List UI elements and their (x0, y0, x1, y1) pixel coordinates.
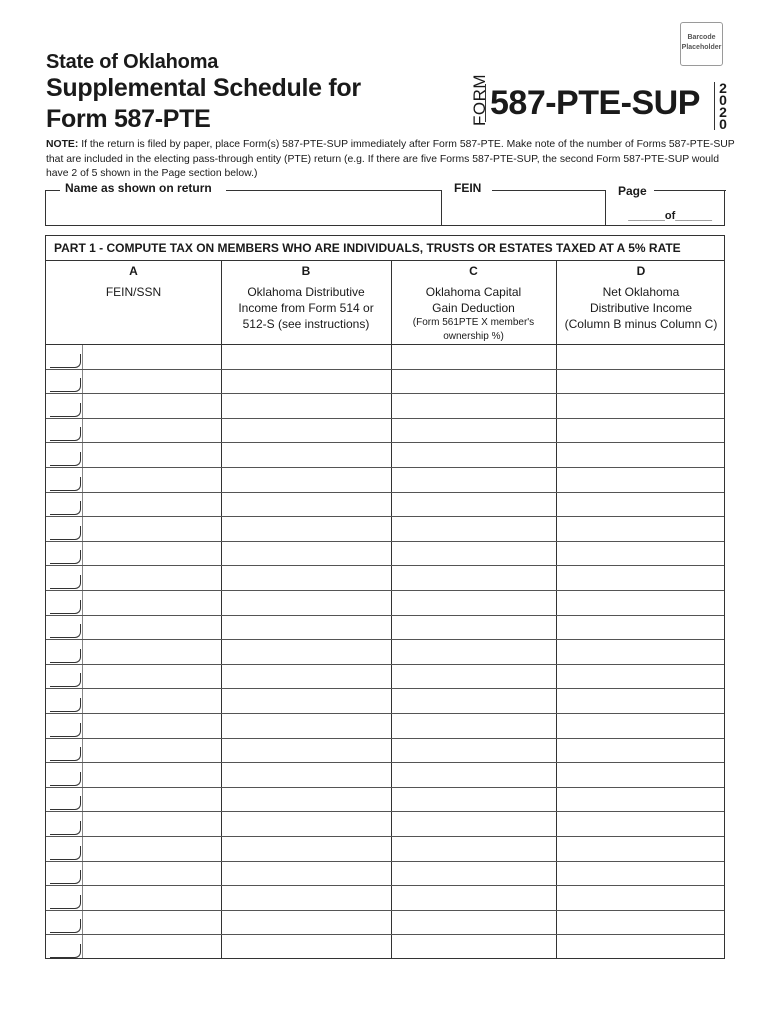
name-field[interactable] (46, 190, 441, 226)
column-b-line3: 512-S (see instructions) (242, 317, 370, 331)
header-rule (46, 260, 724, 261)
table-row (46, 639, 724, 640)
entity-type-bracket[interactable] (50, 550, 81, 564)
state-heading: State of Oklahoma (46, 51, 219, 73)
entity-type-bracket[interactable] (50, 378, 81, 392)
note-text: If the return is filed by paper, place Form(s) 587-PTE-SUP immediately after Form 587-PTE. Make note of the number of Forms 587-PTE-SUP that are included in the electing pass-through entity (PTE) return (e.g. If there are five Forms 587-PTE-SUP, the second Form 587-PTE-SUP would have 2 of 5 shown in the Page section below.) (46, 139, 735, 179)
table-row (46, 418, 724, 419)
entity-type-bracket[interactable] (50, 944, 81, 958)
column-c-line2: Gain Deduction (432, 301, 515, 315)
table-row (46, 590, 724, 591)
column-c-header (391, 284, 556, 344)
year-digit: 2 (719, 104, 727, 120)
entity-type-bracket[interactable] (50, 427, 81, 441)
taxpayer-id-section (45, 181, 725, 226)
entity-type-bracket[interactable] (50, 624, 81, 638)
column-divider (221, 260, 222, 958)
table-row (46, 516, 724, 517)
page-of-field[interactable]: ______of______ (628, 210, 712, 222)
entity-type-bracket[interactable] (50, 501, 81, 515)
table-row (46, 369, 724, 370)
column-a-line1: FEIN/SSN (105, 285, 162, 299)
column-c-line1: Oklahoma Capital (425, 285, 522, 299)
entity-type-bracket[interactable] (50, 673, 81, 687)
entity-type-bracket[interactable] (50, 796, 81, 810)
header-bottom-rule (46, 344, 724, 345)
entity-type-bracket[interactable] (50, 846, 81, 860)
form-number: 587-PTE-SUP (485, 84, 700, 122)
entity-type-bracket[interactable] (50, 452, 81, 466)
table-row (46, 541, 724, 542)
entity-type-bracket[interactable] (50, 477, 81, 491)
divider (605, 190, 606, 225)
entity-type-bracket[interactable] (50, 747, 81, 761)
entity-type-bracket[interactable] (50, 649, 81, 663)
column-c-note: (Form 561PTE X member's ownership %) (412, 317, 535, 342)
table-row (46, 492, 724, 493)
table-row (46, 787, 724, 788)
page-label: Page (615, 184, 650, 198)
table-row (46, 713, 724, 714)
column-a-letter: A (129, 264, 138, 278)
table-row (46, 738, 724, 739)
column-d-line2: Distributive Income (589, 301, 693, 315)
form-title-line2: Form 587-PTE (46, 105, 211, 133)
table-row (46, 762, 724, 763)
part1-table (45, 235, 725, 959)
entity-type-bracket[interactable] (50, 919, 81, 933)
table-row (46, 664, 724, 665)
tax-year (714, 82, 729, 130)
table-row (46, 393, 724, 394)
table-row (46, 442, 724, 443)
name-label: Name as shown on return (62, 181, 215, 195)
column-d-letter: D (636, 264, 646, 278)
table-row (46, 861, 724, 862)
column-d-line3: (Column B minus Column C) (564, 317, 718, 331)
column-divider (82, 344, 83, 958)
form-title-line1: Supplemental Schedule for (46, 74, 361, 102)
entity-type-bracket[interactable] (50, 575, 81, 589)
table-row (46, 565, 724, 566)
year-digit: 2 (719, 80, 727, 96)
form-word-label: FORM (470, 73, 489, 126)
column-divider (391, 260, 392, 958)
table-row (46, 836, 724, 837)
entity-type-bracket[interactable] (50, 870, 81, 884)
column-b-header (221, 284, 391, 332)
entity-type-bracket[interactable] (50, 354, 81, 368)
part1-title: PART 1 - COMPUTE TAX ON MEMBERS WHO ARE INDIVIDUALS, TRUSTS OR ESTATES TAXED AT A 5% RATE (54, 241, 681, 255)
table-row (46, 615, 724, 616)
column-b-line1: Oklahoma Distributive (247, 285, 365, 299)
entity-type-bracket[interactable] (50, 895, 81, 909)
year-digit: 0 (719, 116, 727, 132)
entity-type-bracket[interactable] (50, 821, 81, 835)
table-row (46, 467, 724, 468)
note-label: NOTE: (46, 139, 79, 150)
fein-label: FEIN (451, 181, 484, 195)
fein-field[interactable] (442, 190, 605, 226)
table-row (46, 910, 724, 911)
barcode-line2: Placeholder (681, 44, 722, 51)
column-divider (556, 260, 557, 958)
border-line (654, 190, 726, 191)
entity-type-bracket[interactable] (50, 772, 81, 786)
table-row (46, 934, 724, 935)
table-row (46, 811, 724, 812)
instruction-note (46, 138, 736, 182)
barcode-line1: Barcode (687, 34, 716, 41)
entity-type-bracket[interactable] (50, 698, 81, 712)
year-digit: 0 (719, 92, 727, 108)
column-d-header (556, 284, 726, 332)
entity-type-bracket[interactable] (50, 526, 81, 540)
entity-type-bracket[interactable] (50, 403, 81, 417)
table-row (46, 885, 724, 886)
column-c-letter: C (469, 264, 478, 278)
barcode-placeholder (680, 22, 723, 66)
column-b-letter: B (301, 264, 311, 278)
table-row (46, 688, 724, 689)
column-d-line1: Net Oklahoma (602, 285, 680, 299)
column-a-header (46, 284, 221, 300)
entity-type-bracket[interactable] (50, 600, 81, 614)
column-b-line2: Income from Form 514 or (238, 301, 374, 315)
entity-type-bracket[interactable] (50, 723, 81, 737)
